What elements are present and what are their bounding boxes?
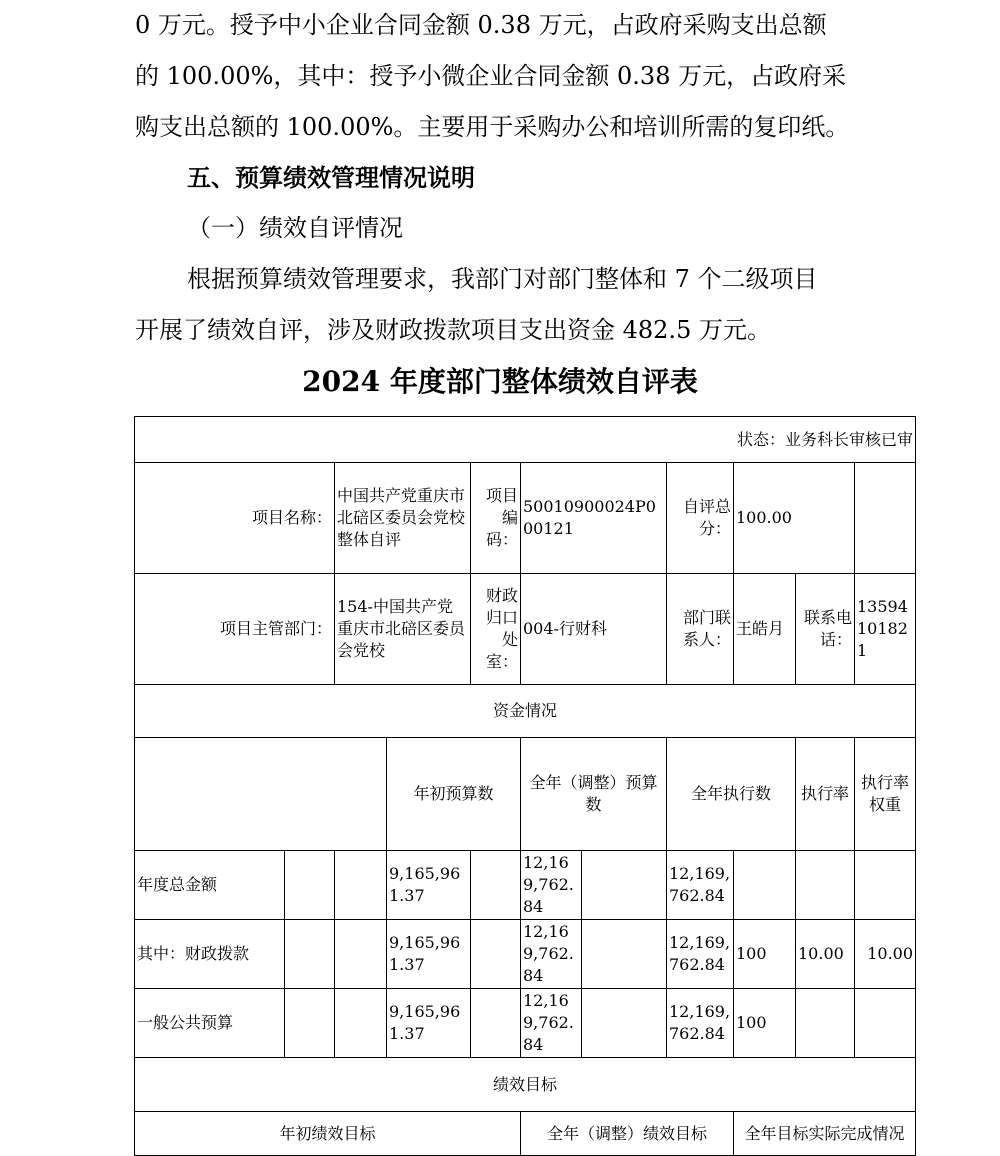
contact-value: 王皓月 (734, 574, 796, 685)
score-value: 10.00 (855, 920, 916, 989)
rate-value (734, 851, 796, 920)
col-weight: 执行率权重 (855, 738, 916, 851)
perf-adjusted-header: 全年（调整）绩效目标 (521, 1112, 734, 1156)
empty-cell (582, 920, 667, 989)
empty-cell (471, 989, 521, 1058)
body-line-3: 购支出总额的 100.00%。主要用于采购办公和培训所需的复印纸。 (135, 113, 850, 141)
empty-cell (285, 851, 335, 920)
perf-initial-header: 年初绩效目标 (135, 1112, 521, 1156)
empty-cell (582, 851, 667, 920)
phone-value: 13594101821 (855, 574, 916, 685)
executed-value: 12,169,762.84 (667, 989, 734, 1058)
row-label: 一般公共预算 (135, 989, 285, 1058)
finance-office-value: 004-行财科 (521, 574, 667, 685)
executed-value: 12,169,762.84 (667, 851, 734, 920)
adjusted-budget-value: 12,169,762.84 (521, 851, 582, 920)
col-executed: 全年执行数 (667, 738, 796, 851)
dept-label: 项目主管部门： (135, 574, 335, 685)
initial-budget-value: 9,165,961.37 (387, 920, 471, 989)
body-line-5: 开展了绩效自评，涉及财政拨款项目支出资金 482.5 万元。 (135, 316, 771, 344)
empty-cell (285, 920, 335, 989)
body-line-2: 的 100.00%，其中：授予小微企业合同金额 0.38 万元，占政府采 (135, 62, 847, 90)
table-row (135, 920, 916, 989)
weight-value (796, 989, 855, 1058)
empty-cell (285, 989, 335, 1058)
subsection-heading: （一）绩效自评情况 (187, 214, 403, 242)
status-cell: 状态：业务科长审核已审 (135, 417, 916, 463)
adjusted-budget-value: 12,169,762.84 (521, 989, 582, 1058)
weight-value (796, 851, 855, 920)
project-code-label: 项目编码： (471, 463, 521, 574)
rate-value: 100 (734, 920, 796, 989)
self-score-label: 自评总分： (667, 463, 734, 574)
row-label: 年度总金额 (135, 851, 285, 920)
contact-label: 部门联系人： (667, 574, 734, 685)
table-title: 2024 年度部门整体绩效自评表 (302, 365, 698, 398)
rate-value: 100 (734, 989, 796, 1058)
adjusted-budget-value: 12,169,762.84 (521, 920, 582, 989)
project-name-value: 中国共产党重庆市北碚区委员会党校整体自评 (335, 463, 471, 574)
perf-section-header: 绩效目标 (135, 1058, 916, 1112)
col-adjusted-budget: 全年（调整）预算数 (521, 738, 667, 851)
empty-cell (335, 920, 387, 989)
empty-cell (335, 989, 387, 1058)
performance-table (134, 416, 916, 1156)
empty-cell (135, 738, 387, 851)
phone-label: 联系电话： (796, 574, 855, 685)
initial-budget-value: 9,165,961.37 (387, 851, 471, 920)
project-code-value: 50010900024P000121 (521, 463, 667, 574)
body-line-4: 根据预算绩效管理要求，我部门对部门整体和 7 个二级项目 (187, 265, 818, 293)
col-initial-budget: 年初预算数 (387, 738, 521, 851)
initial-budget-value: 9,165,961.37 (387, 989, 471, 1058)
score-value (855, 851, 916, 920)
self-score-value: 100.00 (734, 463, 855, 574)
executed-value: 12,169,762.84 (667, 920, 734, 989)
project-name-label: 项目名称： (135, 463, 335, 574)
empty-cell (471, 851, 521, 920)
empty-cell (582, 989, 667, 1058)
finance-office-label: 财政归口处室： (471, 574, 521, 685)
empty-cell (335, 851, 387, 920)
funds-section-header: 资金情况 (135, 685, 916, 738)
table-row (135, 851, 916, 920)
score-value (855, 989, 916, 1058)
empty-cell (855, 463, 916, 574)
weight-value: 10.00 (796, 920, 855, 989)
perf-actual-header: 全年目标实际完成情况 (734, 1112, 916, 1156)
empty-cell (471, 920, 521, 989)
row-label: 其中：财政拨款 (135, 920, 285, 989)
dept-value: 154-中国共产党重庆市北碚区委员会党校 (335, 574, 471, 685)
body-line-1: 0 万元。授予中小企业合同金额 0.38 万元，占政府采购支出总额 (135, 11, 827, 39)
table-row (135, 989, 916, 1058)
col-rate: 执行率 (796, 738, 855, 851)
section-heading: 五、预算绩效管理情况说明 (187, 163, 475, 192)
